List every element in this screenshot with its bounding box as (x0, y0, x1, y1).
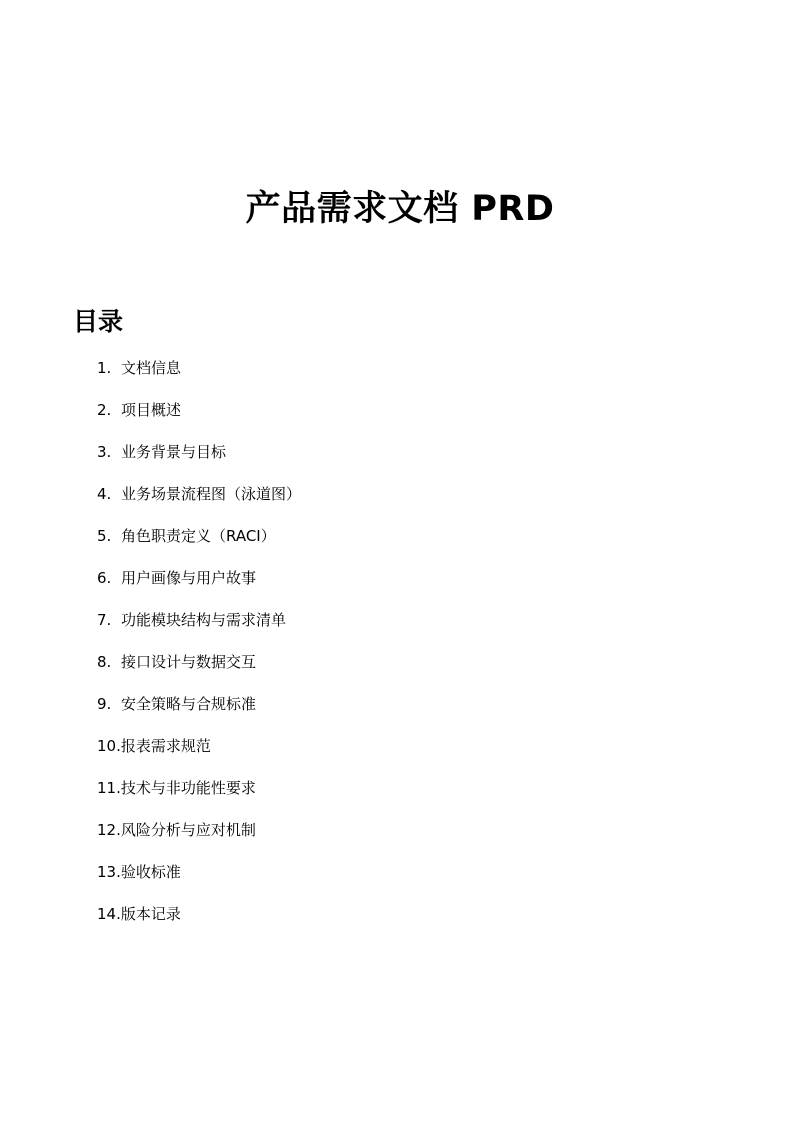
toc-item-swimlane-flow[interactable] (97, 482, 301, 524)
toc-item-acceptance-criteria[interactable] (97, 860, 301, 902)
toc-item-business-background[interactable] (97, 440, 301, 482)
toc-item-risk-analysis[interactable] (97, 818, 301, 860)
toc-item-label: 用户画像与用户故事 (121, 569, 257, 587)
toc-item-number: 3. (97, 443, 112, 461)
toc-item-number: 4. (97, 485, 112, 503)
document-title: 产品需求文档 PRD (245, 189, 555, 229)
toc-item-number: 12. (97, 821, 121, 839)
toc-item-version-history[interactable] (97, 902, 301, 944)
toc-item-number: 5. (97, 527, 112, 545)
toc-item-number: 10. (97, 737, 121, 755)
toc-item-number: 6. (97, 569, 112, 587)
toc-item-number: 9. (97, 695, 112, 713)
toc-item-label: 业务场景流程图（泳道图） (121, 485, 302, 503)
toc-item-non-functional[interactable] (97, 776, 301, 818)
toc-item-document-info[interactable] (97, 356, 301, 398)
toc-item-project-overview[interactable] (97, 398, 301, 440)
toc-item-interface-design[interactable] (97, 650, 301, 692)
toc-item-label: 文档信息 (121, 359, 182, 377)
toc-item-feature-modules[interactable] (97, 608, 301, 650)
toc-item-label: 项目概述 (121, 401, 182, 419)
toc-item-number: 7. (97, 611, 112, 629)
toc-list (97, 356, 301, 944)
toc-item-label: 功能模块结构与需求清单 (121, 611, 287, 629)
toc-item-label: 安全策略与合规标准 (121, 695, 257, 713)
toc-item-security-compliance[interactable] (97, 692, 301, 734)
toc-item-report-requirements[interactable] (97, 734, 301, 776)
toc-item-label: 验收标准 (120, 863, 181, 881)
toc-item-number: 2. (97, 401, 112, 419)
toc-item-number: 1. (97, 359, 112, 377)
toc-item-label: 报表需求规范 (120, 737, 211, 755)
toc-item-user-personas[interactable] (97, 566, 301, 608)
toc-item-label: 接口设计与数据交互 (121, 653, 257, 671)
toc-item-number: 11. (97, 779, 121, 797)
toc-item-label: 版本记录 (120, 905, 181, 923)
toc-item-number: 14. (97, 905, 121, 923)
toc-item-label: 角色职责定义（RACI） (121, 527, 276, 545)
toc-item-raci[interactable] (97, 524, 301, 566)
toc-heading: 目录 (73, 307, 124, 336)
toc-item-label: 技术与非功能性要求 (120, 779, 256, 797)
toc-item-number: 13. (97, 863, 121, 881)
toc-item-label: 风险分析与应对机制 (120, 821, 256, 839)
toc-item-label: 业务背景与目标 (121, 443, 227, 461)
toc-item-number: 8. (97, 653, 112, 671)
